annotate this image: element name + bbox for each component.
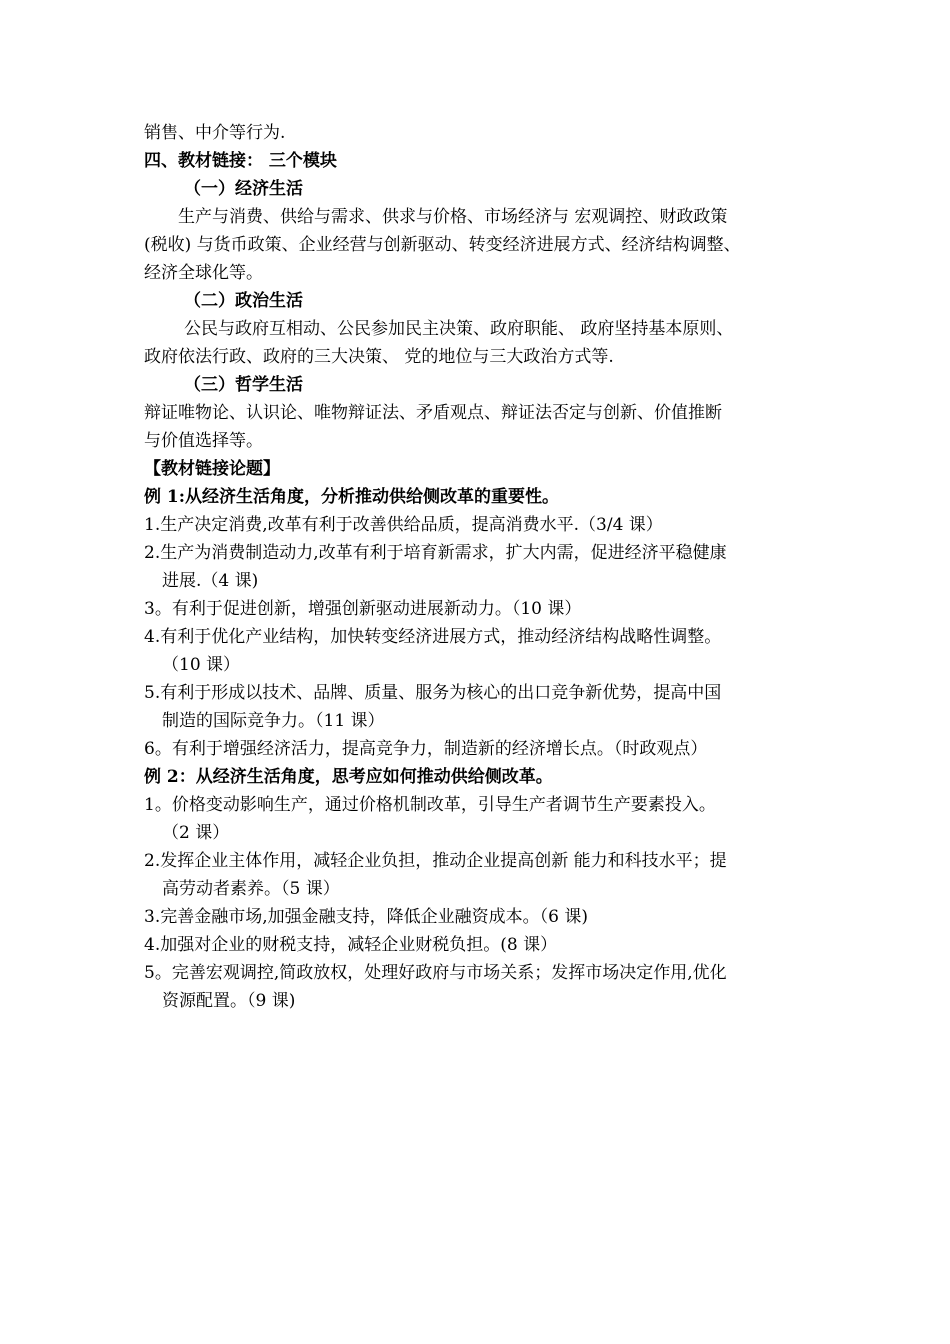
list-item: 2.发挥企业主体作用，减轻企业负担，推动企业提高创新 能力和科技水平；提 xyxy=(144,851,727,871)
example-2-heading: 例 2：从经济生活角度，思考应如何推动供给侧改革。 xyxy=(144,767,553,787)
paragraph-line: 生产与消费、供给与需求、供求与价格、市场经济与 宏观调控、财政政策 xyxy=(178,207,728,227)
list-item: 2.生产为消费制造动力,改革有利于培育新需求，扩大内需，促进经济平稳健康 xyxy=(144,543,727,563)
list-item: 1。价格变动影响生产，通过价格机制改革，引导生产者调节生产要素投入。 xyxy=(144,795,716,815)
subsection-heading-philosophy: （三）哲学生活 xyxy=(184,375,303,395)
paragraph-line: 辩证唯物论、认识论、唯物辩证法、矛盾观点、辩证法否定与创新、价值推断 xyxy=(144,403,722,423)
list-item-continuation: （2 课） xyxy=(162,823,230,843)
list-item: 4.加强对企业的财税支持，减轻企业财税负担。(8 课） xyxy=(144,935,558,955)
paragraph-line: 与价值选择等。 xyxy=(144,431,263,451)
example-1-heading: 例 1:从经济生活角度，分析推动供给侧改革的重要性。 xyxy=(144,487,560,507)
paragraph-line: 政府依法行政、政府的三大决策、 党的地位与三大政治方式等. xyxy=(144,347,614,367)
list-item-continuation: 进展.（4 课) xyxy=(162,571,259,591)
list-item: 4.有利于优化产业结构，加快转变经济进展方式，推动经济结构战略性调整。 xyxy=(144,627,722,647)
paragraph-line: 公民与政府互相动、公民参加民主决策、政府职能、 政府坚持基本原则、 xyxy=(184,319,734,339)
subsection-heading-economy: （一）经济生活 xyxy=(184,179,303,199)
section-heading: 四、教材链接： 三个模块 xyxy=(144,151,337,171)
text-line: 销售、中介等行为. xyxy=(144,123,286,143)
paragraph-line: (税收) 与货币政策、企业经营与创新驱动、转变经济进展方式、经济结构调整、 xyxy=(144,235,741,255)
list-item: 5。完善宏观调控,简政放权，处理好政府与市场关系；发挥市场决定作用,优化 xyxy=(144,963,727,983)
list-item-continuation: 资源配置。（9 课) xyxy=(162,991,296,1011)
list-item: 6。有利于增强经济活力，提高竞争力，制造新的经济增长点。（时政观点） xyxy=(144,739,708,759)
list-item: 3.完善金融市场,加强金融支持，降低企业融资成本。（6 课) xyxy=(144,907,588,927)
list-item-continuation: 高劳动者素养。（5 课） xyxy=(162,879,340,899)
paragraph-line: 经济全球化等。 xyxy=(144,263,263,283)
list-item-continuation: （10 课） xyxy=(162,655,241,675)
list-item: 3。有利于促进创新，增强创新驱动进展新动力。（10 课） xyxy=(144,599,582,619)
subsection-heading-politics: （二）政治生活 xyxy=(184,291,303,311)
list-item: 5.有利于形成以技术、品牌、质量、服务为核心的出口竞争新优势，提高中国 xyxy=(144,683,722,703)
topic-heading: 【教材链接论题】 xyxy=(144,459,280,479)
document-page xyxy=(144,119,824,1015)
list-item-continuation: 制造的国际竞争力。（11 课） xyxy=(162,711,385,731)
list-item: 1.生产决定消费,改革有利于改善供给品质，提高消费水平.（3/4 课） xyxy=(144,515,663,535)
